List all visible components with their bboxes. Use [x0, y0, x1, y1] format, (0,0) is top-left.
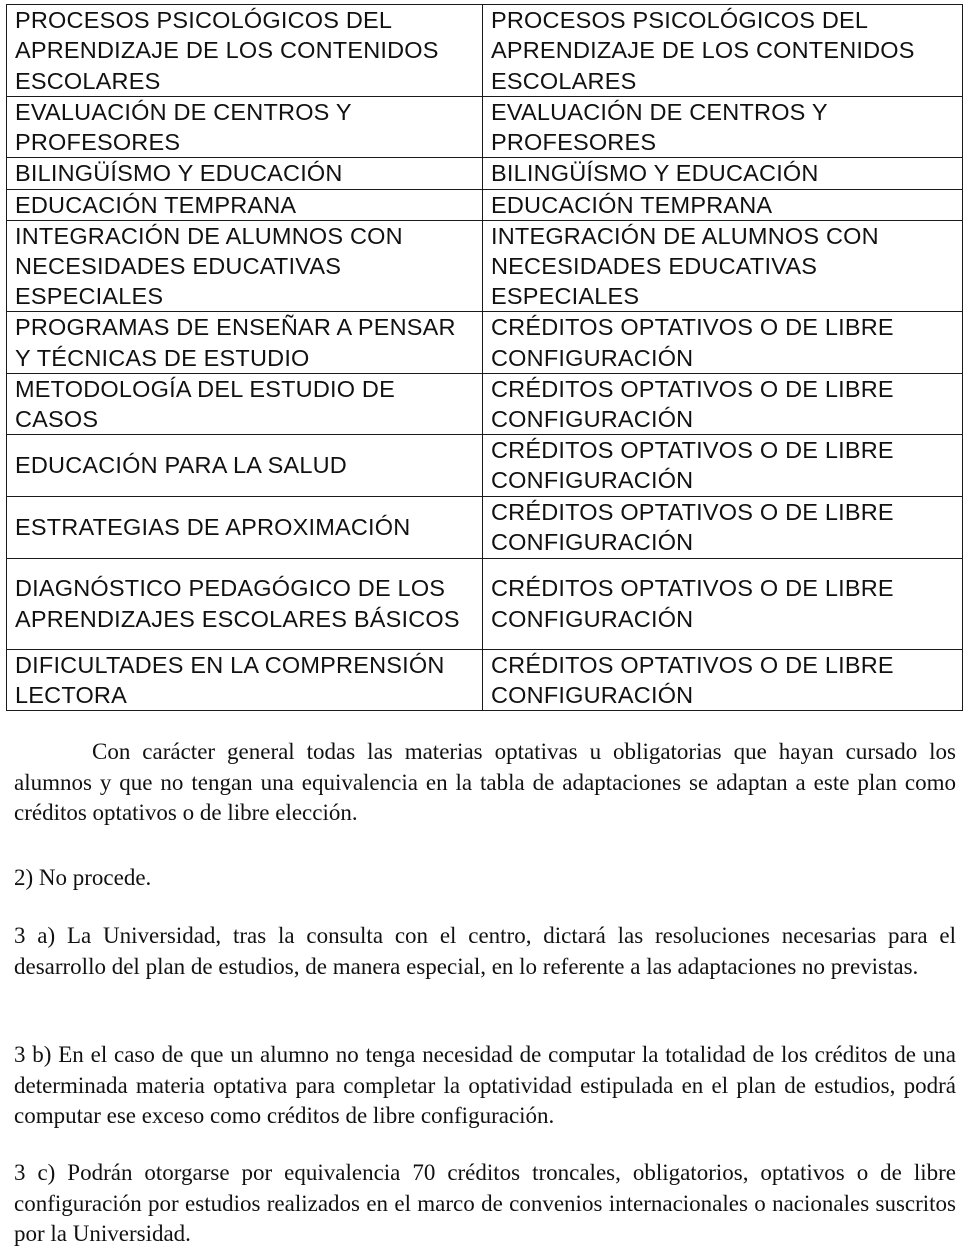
new-subject-cell: EDUCACIÓN TEMPRANA: [483, 189, 963, 220]
old-subject-cell: EVALUACIÓN DE CENTROS Y PROFESORES: [7, 97, 483, 158]
paragraph-3a: 3 a) La Universidad, tras la consulta con el centro, dictará las resoluciones necesarias para el desarrollo del plan de estudios, de manera especial, en lo referente a las adaptaciones no previstas.: [14, 923, 956, 979]
table-row: [7, 158, 963, 189]
new-subject-cell: CRÉDITOS OPTATIVOS O DE LIBRE CONFIGURACIÓN: [483, 312, 963, 373]
new-subject-cell: EVALUACIÓN DE CENTROS Y PROFESORES: [483, 97, 963, 158]
table-row: [7, 558, 963, 649]
table-row: [7, 312, 963, 373]
table-row: [7, 649, 963, 710]
new-subject-cell: PROCESOS PSICOLÓGICOS DEL APRENDIZAJE DE LOS CONTENIDOS ESCOLARES: [483, 5, 963, 97]
old-subject-cell: EDUCACIÓN PARA LA SALUD: [7, 435, 483, 496]
old-subject-cell: ESTRATEGIAS DE APROXIMACIÓN: [7, 496, 483, 558]
old-subject-cell: PROCESOS PSICOLÓGICOS DEL APRENDIZAJE DE LOS CONTENIDOS ESCOLARES: [7, 5, 483, 97]
new-subject-cell: CRÉDITOS OPTATIVOS O DE LIBRE CONFIGURACIÓN: [483, 649, 963, 710]
old-subject-cell: PROGRAMAS DE ENSEÑAR A PENSAR Y TÉCNICAS DE ESTUDIO: [7, 312, 483, 373]
table-row: [7, 5, 963, 97]
old-subject-cell: DIAGNÓSTICO PEDAGÓGICO DE LOS APRENDIZAJES ESCOLARES BÁSICOS: [7, 558, 483, 649]
old-subject-cell: BILINGÜÍSMO Y EDUCACIÓN: [7, 158, 483, 189]
old-subject-cell: EDUCACIÓN TEMPRANA: [7, 189, 483, 220]
table-row: [7, 496, 963, 558]
table-row: [7, 220, 963, 312]
paragraph-3c: 3 c) Podrán otorgarse por equivalencia 70 créditos troncales, obligatorios, optativos o de libre configuración por estudios realizados en el marco de convenios internacionales o nacionales suscritos por la Universidad.: [14, 1160, 956, 1246]
old-subject-cell: METODOLOGÍA DEL ESTUDIO DE CASOS: [7, 373, 483, 434]
new-subject-cell: CRÉDITOS OPTATIVOS O DE LIBRE CONFIGURACIÓN: [483, 558, 963, 649]
new-subject-cell: CRÉDITOS OPTATIVOS O DE LIBRE CONFIGURACIÓN: [483, 496, 963, 558]
old-subject-cell: INTEGRACIÓN DE ALUMNOS CON NECESIDADES EDUCATIVAS ESPECIALES: [7, 220, 483, 312]
new-subject-cell: BILINGÜÍSMO Y EDUCACIÓN: [483, 158, 963, 189]
table-row: [7, 435, 963, 496]
adaptation-table: [6, 4, 963, 711]
new-subject-cell: CRÉDITOS OPTATIVOS O DE LIBRE CONFIGURACIÓN: [483, 373, 963, 434]
table-row: [7, 373, 963, 434]
paragraph-3b: 3 b) En el caso de que un alumno no tenga necesidad de computar la totalidad de los créditos de una determinada materia optativa para completar la optatividad estipulada en el plan de estudios, podrá computar ese exceso como créditos de libre configuración.: [14, 1042, 956, 1128]
new-subject-cell: INTEGRACIÓN DE ALUMNOS CON NECESIDADES EDUCATIVAS ESPECIALES: [483, 220, 963, 312]
table-row: [7, 189, 963, 220]
old-subject-cell: DIFICULTADES EN LA COMPRENSIÓN LECTORA: [7, 649, 483, 710]
paragraph-2: 2) No procede.: [14, 865, 152, 890]
general-paragraph: Con carácter general todas las materias optativas u obligatorias que hayan cursado los alumnos y que no tengan una equivalencia en la tabla de adaptaciones se adaptan a este plan como créditos optativos o de libre elección.: [14, 739, 956, 825]
new-subject-cell: CRÉDITOS OPTATIVOS O DE LIBRE CONFIGURACIÓN: [483, 435, 963, 496]
table-row: [7, 97, 963, 158]
